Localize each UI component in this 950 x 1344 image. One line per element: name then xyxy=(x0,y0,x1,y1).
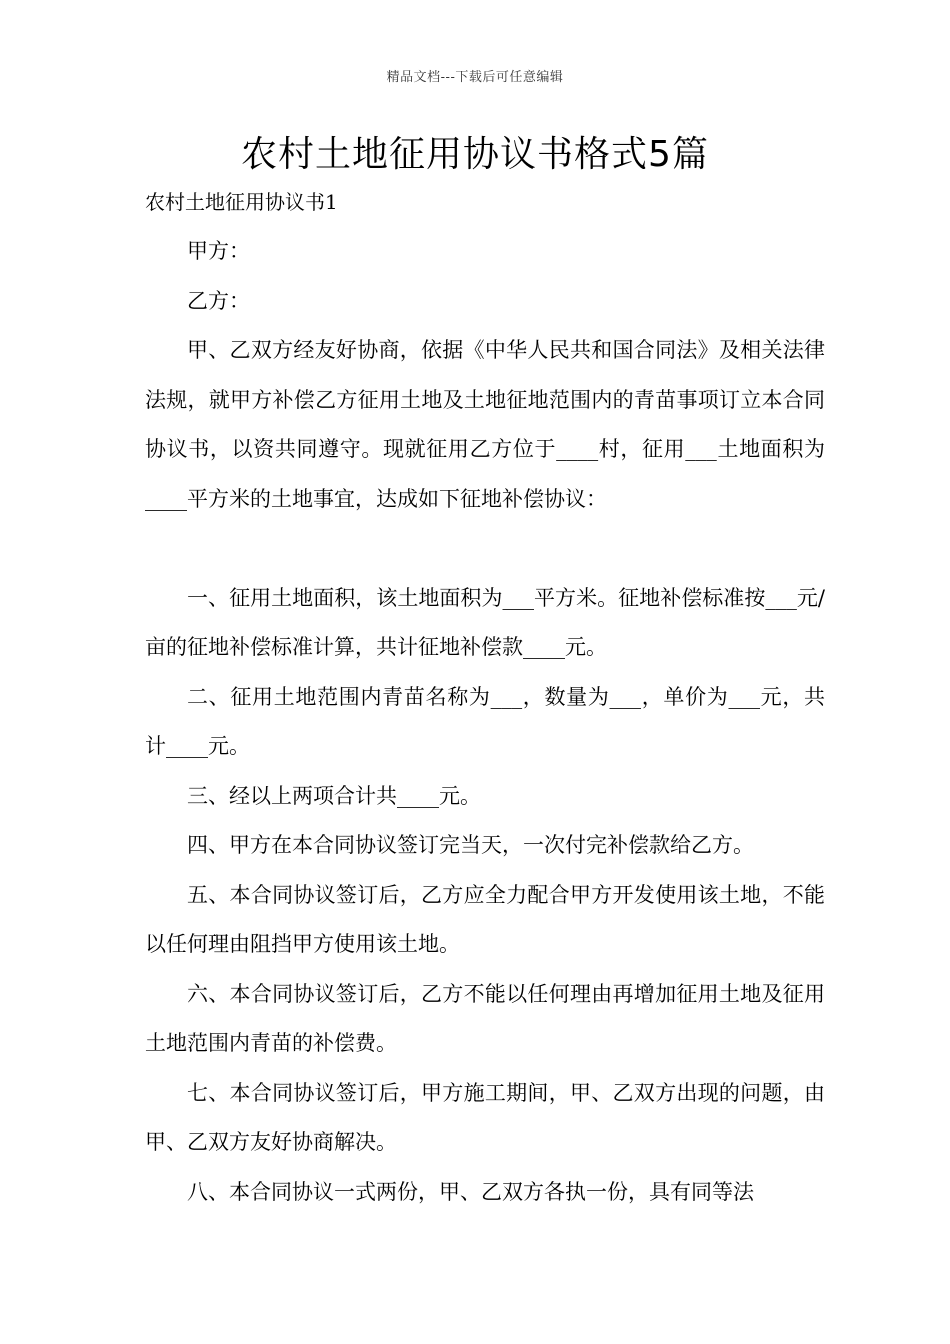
section-subtitle: 农村土地征用协议书1 xyxy=(145,190,338,214)
clause-7: 七、本合同协议签订后，甲方施工期间，甲、乙双方出现的问题，由甲、乙双方友好协商解决。 xyxy=(145,1080,825,1154)
clause-8: 八、本合同协议一式两份，甲、乙双方各执一份，具有同等法 xyxy=(187,1179,754,1204)
document-body xyxy=(145,227,825,1217)
intro-paragraph: 甲、乙双方经友好协商，依据《中华人民共和国合同法》及相关法律法规，就甲方补偿乙方征用土地及土地征地范围内的青苗事项订立本合同协议书，以资共同遵守。现就征用乙方位于____村，征用___土地面积为____平方米的土地事宜，达成如下征地补偿协议： xyxy=(145,338,825,511)
party-b-line: 乙方： xyxy=(187,288,250,313)
party-a-line: 甲方： xyxy=(187,239,250,263)
clause-3: 三、经以上两项合计共____元。 xyxy=(187,783,481,808)
clause-1: 一、征用土地面积，该土地面积为___平方米。征地补偿标准按___元/亩的征地补偿标准计算，共计征地补偿款____元。 xyxy=(145,585,825,659)
clause-2: 二、征用土地范围内青苗名称为___，数量为___，单价为___元，共计____元。 xyxy=(145,684,825,758)
header-note: 精品文档---下载后可任意编辑 xyxy=(386,70,564,85)
clause-6: 六、本合同协议签订后，乙方不能以任何理由再增加征用土地及征用土地范围内青苗的补偿费。 xyxy=(145,981,825,1055)
clause-5: 五、本合同协议签订后，乙方应全力配合甲方开发使用该土地，不能以任何理由阻挡甲方使用该土地。 xyxy=(145,882,825,956)
document-title: 农村土地征用协议书格式5篇 xyxy=(241,134,709,175)
clause-4: 四、甲方在本合同协议签订完当天，一次付完补偿款给乙方。 xyxy=(187,833,754,857)
